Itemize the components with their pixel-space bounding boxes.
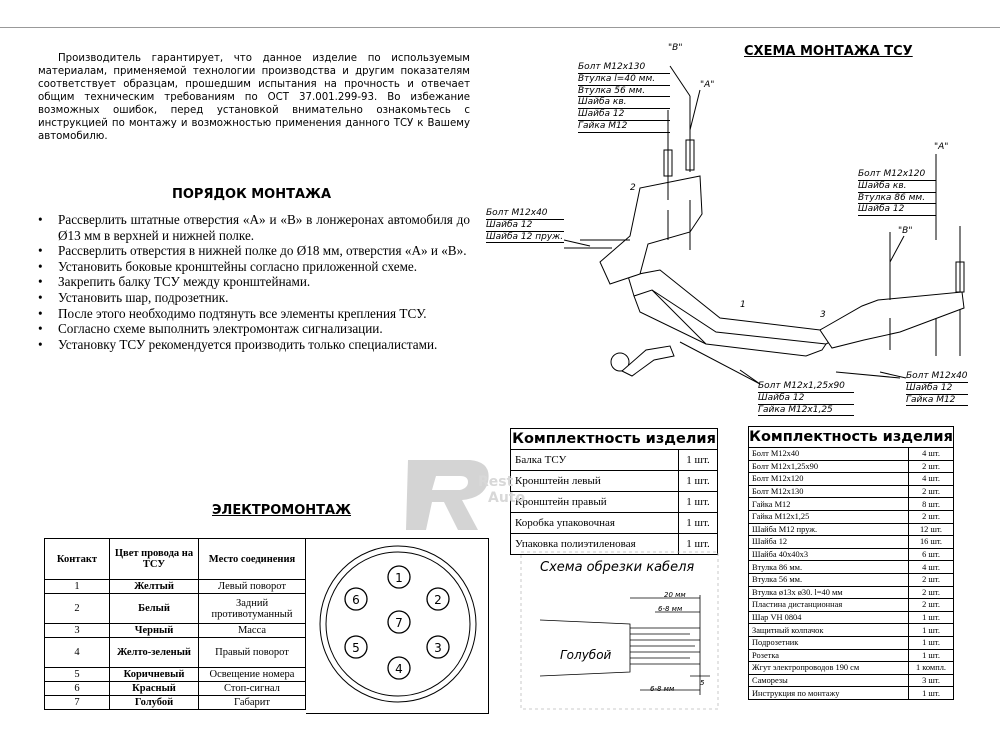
cable-dim-5: 5 <box>700 679 705 687</box>
table-row: Кронштейн правый 1 шт. <box>511 492 718 513</box>
col-header: Цвет провода на ТСУ <box>110 539 199 580</box>
table-row: 7 Голубой Габарит <box>45 696 306 710</box>
step-item: • Согласно схеме выполнить электромонтаж сигнализации. <box>38 321 470 337</box>
part-label-2: 2 <box>630 183 636 193</box>
step-item: • Рассверлить отверстия в нижней полке до Ø18 мм, отверстия «А» и «В». <box>38 243 470 259</box>
kit-short-title: Комплектность изделия <box>510 428 718 449</box>
part-label-3: 3 <box>820 310 826 320</box>
table-row: Гайка М12х1,25 2 шт. <box>749 510 954 523</box>
table-row: Втулка ø13х ø30. l=40 мм 2 шт. <box>749 586 954 599</box>
part-label-1: 1 <box>740 300 746 310</box>
warranty-text: Производитель гарантирует, что данное изделие по используемым материалам, применяемой технологии производства и другим показателям соответствует образцам, прошедшим испытания на прочность и отвечает общим техническим требованиям по ОСТ 37.001.299-93. Во избежание возможных ошибок, перед установкой внимательно ознакомьтесь с инструкцией по монтажу и возможностью применения данного ТСУ к Вашему автомобилю. <box>38 53 470 142</box>
cable-title: Схема обрезки кабеля <box>540 560 695 575</box>
mark-b-right: "В" <box>898 226 913 236</box>
callout-a-right: Болт М12х120 Шайба кв. Втулка 86 мм. Шайба 12 <box>858 169 936 216</box>
pin-label: 2 <box>434 593 442 607</box>
table-row: Коробка упаковочная 1 шт. <box>511 513 718 534</box>
kit-full-title: Комплектность изделия <box>748 426 954 447</box>
callout-b-top: Болт М12х130 Втулка l=40 мм. Втулка 56 мм. Шайба кв. Шайба 12 Гайка М12 <box>578 62 670 133</box>
table-row: Саморезы 3 шт. <box>749 674 954 687</box>
svg-text:Rest: Rest <box>478 474 514 490</box>
pin-label: 6 <box>352 593 360 607</box>
table-row: Инструкция по монтажу 1 шт. <box>749 687 954 700</box>
table-row: Защитный колпачок 1 шт. <box>749 624 954 637</box>
table-row: 2 Белый Задний противотуманный <box>45 594 306 624</box>
cable-scheme <box>521 552 718 709</box>
table-row: Шайба 40х40х3 6 шт. <box>749 548 954 561</box>
socket-pin-labels <box>352 571 442 676</box>
table-row: 4 Желто-зеленый Правый поворот <box>45 638 306 668</box>
procedure-title: ПОРЯДОК МОНТАЖА <box>172 187 332 202</box>
table-row: Кронштейн левый 1 шт. <box>511 471 718 492</box>
pin-label: 4 <box>395 662 403 676</box>
table-row: Втулка 86 мм. 4 шт. <box>749 561 954 574</box>
col-header: Контакт <box>45 539 110 580</box>
table-row: Гайка М12 8 шт. <box>749 498 954 511</box>
table-row: 3 Черный Масса <box>45 624 306 638</box>
table-row: Жгут электропроводов 190 см 1 компл. <box>749 662 954 675</box>
electro-title: ЭЛЕКТРОМОНТАЖ <box>212 503 352 518</box>
mark-a-top: "А" <box>700 80 715 90</box>
table-row: Болт М12х130 2 шт. <box>749 485 954 498</box>
step-item: • Установить шар, подрозетник. <box>38 290 470 306</box>
callout-bottom: Болт М12х1,25х90 Шайба 12 Гайка М12х1,25 <box>758 381 854 416</box>
svg-text:Auto: Auto <box>488 490 526 506</box>
cable-dim-20: 20 мм <box>664 591 686 599</box>
table-row: Розетка 1 шт. <box>749 649 954 662</box>
table-row: 5 Коричневый Освещение номера <box>45 668 306 682</box>
callout-left: Болт М12х40 Шайба 12 Шайба 12 пруж. <box>486 208 564 242</box>
mark-a-right: "А" <box>934 142 949 152</box>
callout-right: Болт М12х40 Шайба 12 Гайка М12 <box>906 371 968 405</box>
table-row: Шайба М12 пруж. 12 шт. <box>749 523 954 536</box>
step-item: • После этого необходимо подтянуть все элементы крепления ТСУ. <box>38 306 470 322</box>
step-item: • Установить боковые кронштейны согласно приложенной схеме. <box>38 259 470 275</box>
table-row: Подрозетник 1 шт. <box>749 636 954 649</box>
table-row: 1 Желтый Левый поворот <box>45 580 306 594</box>
step-item: • Рассверлить штатные отверстия «А» и «В» в лонжеронах автомобиля до Ø13 мм в верхней и нижней полке. <box>38 212 470 243</box>
step-item: • Закрепить балку ТСУ между кронштейнами. <box>38 274 470 290</box>
table-row: Болт М12х40 4 шт. <box>749 448 954 461</box>
table-row: Шайба 12 16 шт. <box>749 536 954 549</box>
watermark-logo <box>406 460 525 530</box>
hitch-assembly <box>564 66 964 384</box>
table-row: 6 Красный Стоп-сигнал <box>45 682 306 696</box>
table-row: Болт М12х120 4 шт. <box>749 473 954 486</box>
pin-label: 3 <box>434 641 442 655</box>
scheme-title: СХЕМА МОНТАЖА ТСУ <box>744 44 913 59</box>
table-row: Втулка 56 мм. 2 шт. <box>749 573 954 586</box>
mark-b-top: "В" <box>668 43 683 53</box>
table-row: Упаковка полиэтиленовая 1 шт. <box>511 534 718 555</box>
cable-wire-label: Голубой <box>560 648 612 662</box>
table-row: Шар VH 0804 1 шт. <box>749 611 954 624</box>
table-row: Болт М12х1,25х90 2 шт. <box>749 460 954 473</box>
table-row: Пластина дистанционная 2 шт. <box>749 599 954 612</box>
cable-dim-68-top: 6-8 мм <box>658 605 683 613</box>
cable-dim-68-bottom: 6-8 мм <box>650 685 675 693</box>
step-item: • Установку ТСУ рекомендуется производить только специалистами. <box>38 337 470 353</box>
col-header: Место соединения <box>199 539 306 580</box>
pin-label: 5 <box>352 641 360 655</box>
table-row: Балка ТСУ 1 шт. <box>511 450 718 471</box>
pin-label: 7 <box>395 616 403 630</box>
pin-label: 1 <box>395 571 403 585</box>
